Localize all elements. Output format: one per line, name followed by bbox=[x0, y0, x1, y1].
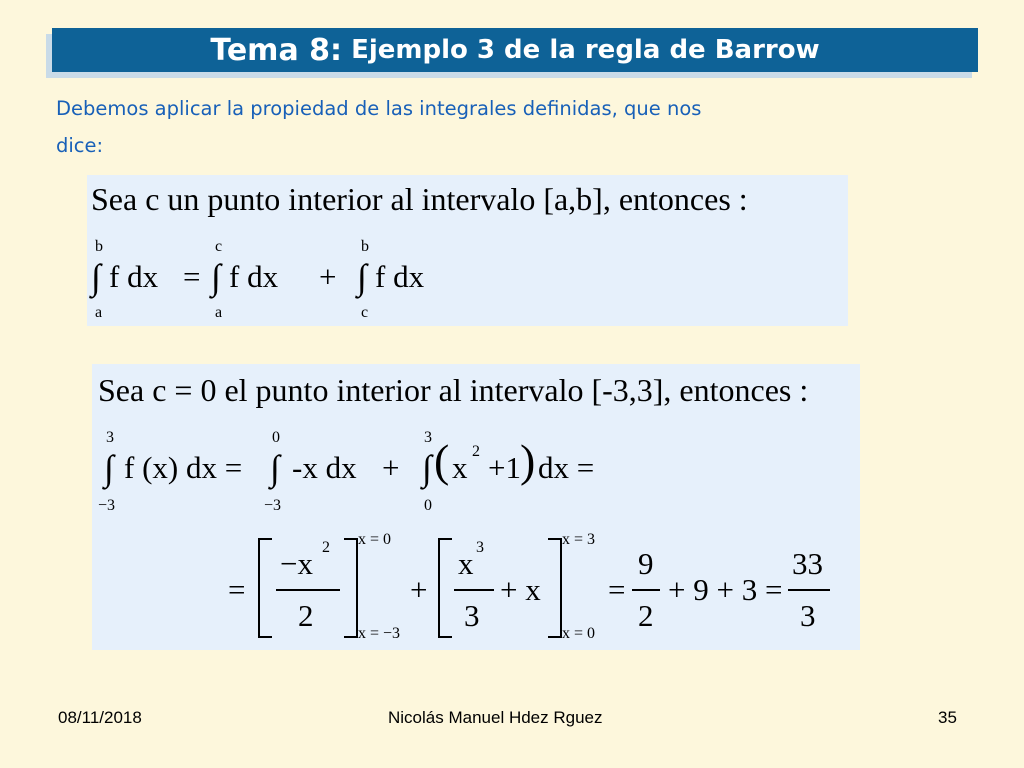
int2-upper: c bbox=[215, 238, 223, 255]
f2-denominator: 3 bbox=[464, 598, 480, 633]
footer-date: 08/11/2018 bbox=[58, 708, 142, 727]
ex-int2-body: -x dx bbox=[292, 450, 357, 485]
row2-equals: = bbox=[228, 572, 246, 607]
intro-text bbox=[56, 90, 936, 164]
int3-symbol: ∫ bbox=[357, 257, 367, 297]
int1-body: f dx bbox=[109, 259, 159, 294]
ex-int1-upper: 3 bbox=[106, 429, 114, 446]
ex-int3-plus-one: +1 bbox=[488, 450, 521, 485]
ex-int2-symbol: ∫ bbox=[270, 448, 280, 488]
r1-fraction-bar bbox=[632, 589, 660, 591]
r1-numerator: 9 bbox=[638, 546, 654, 581]
intro-line-1: Debemos aplicar la propiedad de las integrales definidas, que nos bbox=[56, 97, 702, 120]
ex-int1-symbol: ∫ bbox=[104, 448, 114, 488]
example-box bbox=[92, 364, 860, 650]
r2-fraction-bar bbox=[788, 589, 830, 591]
bracket1-right bbox=[344, 538, 358, 638]
int3-body: f dx bbox=[375, 259, 425, 294]
footer-author: Nicolás Manuel Hdez Rguez bbox=[388, 708, 603, 727]
int1-symbol: ∫ bbox=[91, 257, 101, 297]
ex-int1-body: f (x) dx = bbox=[124, 450, 243, 485]
footer-page-number: 35 bbox=[938, 708, 957, 727]
right-paren: ) bbox=[520, 435, 536, 486]
f1-upper-limit: x = 0 bbox=[358, 531, 392, 548]
f1-fraction-bar bbox=[276, 589, 340, 591]
ex-int3-upper: 3 bbox=[424, 429, 432, 446]
f1-numerator: −x bbox=[280, 546, 313, 581]
slide-title bbox=[52, 28, 978, 72]
row2-plus: + bbox=[410, 572, 428, 607]
ex-int2-lower: −3 bbox=[264, 497, 282, 514]
intro-line-2: dice: bbox=[56, 134, 104, 157]
ex-int3-lower: 0 bbox=[424, 497, 432, 514]
ex-plus-sign: + bbox=[382, 450, 400, 485]
property-statement: Sea c un punto interior al intervalo [a,b], entonces : bbox=[91, 181, 748, 217]
r2-numerator: 33 bbox=[792, 546, 823, 581]
f2-lower-limit: x = 0 bbox=[562, 625, 596, 642]
ex-int3-dx: dx = bbox=[538, 450, 595, 485]
f2-upper-limit: x = 3 bbox=[562, 531, 596, 548]
ex-int3-x: x bbox=[452, 450, 468, 485]
bracket1-left bbox=[258, 538, 272, 638]
equals-sign: = bbox=[183, 259, 201, 294]
int3-lower: c bbox=[361, 304, 369, 321]
plus-sign: + bbox=[319, 259, 337, 294]
ex-int3-exp: 2 bbox=[472, 443, 480, 460]
bracket2-left bbox=[438, 538, 452, 638]
int1-lower: a bbox=[95, 304, 103, 321]
example-statement: Sea c = 0 el punto interior al intervalo [-3,3], entonces : bbox=[98, 372, 809, 408]
left-paren: ( bbox=[434, 435, 450, 486]
property-box bbox=[87, 175, 848, 326]
result-middle: + 9 + 3 = bbox=[668, 572, 783, 607]
int2-lower: a bbox=[215, 304, 223, 321]
f1-denominator: 2 bbox=[298, 598, 314, 633]
f2-fraction-bar bbox=[454, 589, 494, 591]
f2-tail: + x bbox=[500, 572, 541, 607]
result-equals: = bbox=[608, 572, 626, 607]
int2-body: f dx bbox=[229, 259, 279, 294]
f2-num-exp: 3 bbox=[476, 539, 484, 556]
int1-upper: b bbox=[95, 238, 103, 255]
f1-lower-limit: x = −3 bbox=[358, 625, 401, 642]
ex-int3-symbol: ∫ bbox=[422, 448, 432, 488]
title-topic: Tema 8: bbox=[210, 32, 343, 68]
f1-num-exp: 2 bbox=[322, 539, 330, 556]
bracket2-right bbox=[548, 538, 562, 638]
f2-numerator: x bbox=[458, 546, 474, 581]
ex-int2-upper: 0 bbox=[272, 429, 280, 446]
r2-denominator: 3 bbox=[800, 598, 816, 633]
int3-upper: b bbox=[361, 238, 369, 255]
ex-int1-lower: −3 bbox=[98, 497, 116, 514]
int2-symbol: ∫ bbox=[211, 257, 221, 297]
r1-denominator: 2 bbox=[638, 598, 654, 633]
title-subject: Ejemplo 3 de la regla de Barrow bbox=[351, 35, 820, 65]
